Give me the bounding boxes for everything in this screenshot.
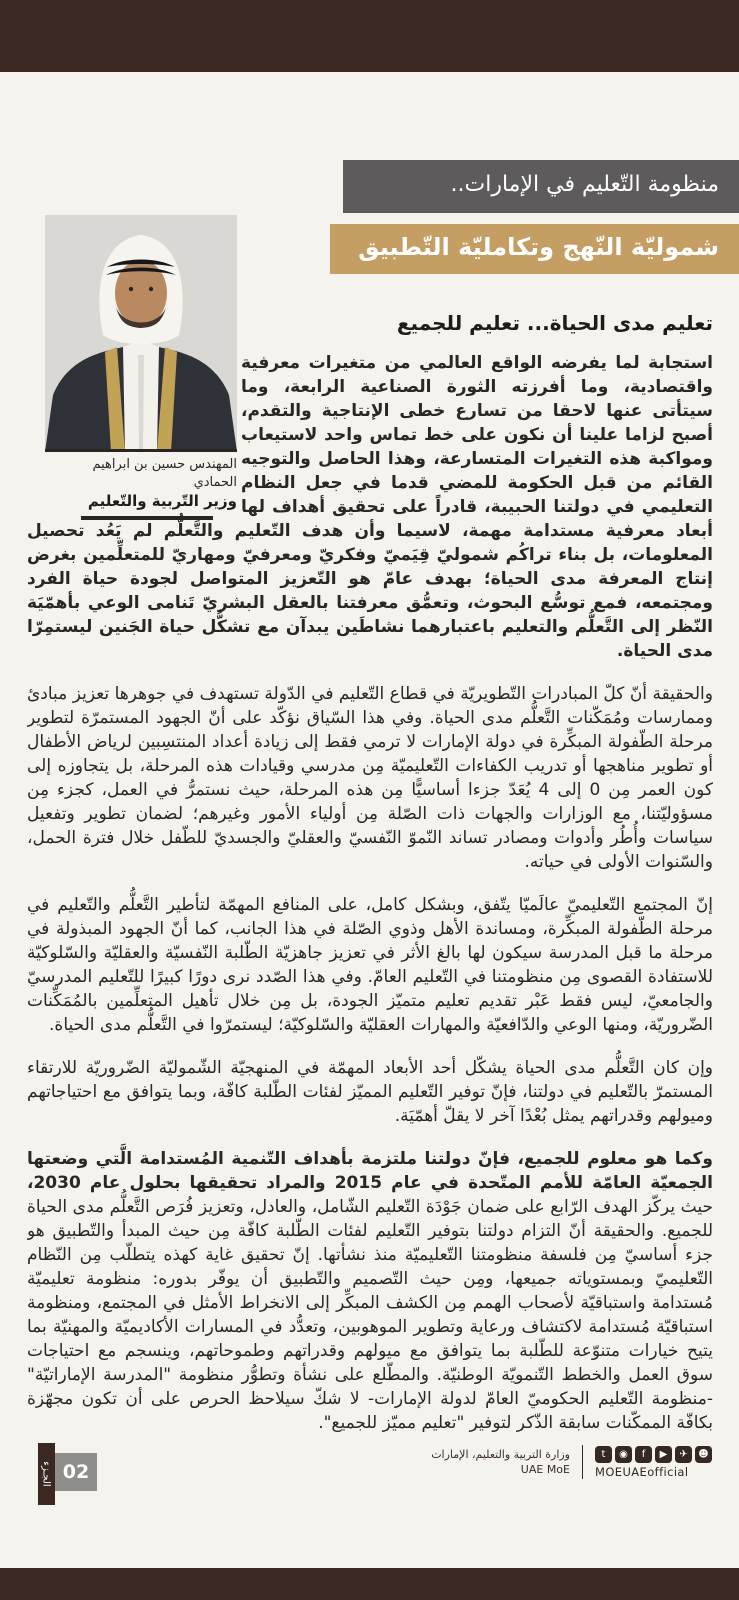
twitter-icon[interactable]: t [595,1446,612,1463]
ministry-name-english: UAE MoE [520,1463,570,1476]
instagram-icon[interactable]: ◉ [615,1446,632,1463]
snapchat-icon[interactable]: ☻ [695,1446,712,1463]
section-tab [38,1443,55,1505]
sdg-rest: حيث يركّز الهدف الرّابع على ضمان جَوْدَة التّعليم الشّامل، والعادل، وتعزيز فُرَص التَّعلُّم مدى الحياة للجميع. والحقيقة أنّ التزام دولتنا بتوفير التّعليم لفئات الطّلبة كافّة مِن حيث المبدأ والتّطبيق هو جزء أساسيّ مِن فلسفة منظومتنا التّعليميّة منذ نشأتها. إنّ تحقيق غاية كهذه يتطلّب مِن النّظام التّعليميّ وبمستوياته جميعها، ومِن حيث التّصميم والتّطبيق أن يوفّر بدوره: منظومة تعليميّة مُستدامة واستباقيّة لأصحاب الهمم مِن الكشف المبكِّر إلى الانخراط الأمثل في المجتمع، ومنظومة استباقيّة مُستدامة لاكتشاف ورعاية وتطوير الموهوبين، وتعدُّد في المسارات الأكاديميّة والمهنيّة بما يتيح خيارات متنوّعة للطّلبة بما يتوافق مع ميولهم وقدراتهم وطموحاتهم، وينسجم مع احتياجات سوق العمل والخطط التّنمويّة الوطنيّة. والمطّلع على نشأة وتطوُّر منظومة "المدرسة الإماراتيّة" -منظومة التّعليم الحكوميّ العامّ لدولة الإمارات- لا شكّ سيلاحظ الحرص على أن تكون مجهّزة بكافّة الممكّنات سابقة الذّكر لتوفير "تعليم مميّز للجميع". [27,1197,713,1433]
photo-text-wrap-spacer [27,305,241,507]
minister-name: المهندس حسين بن ابراهيم الحمادي [92,457,237,490]
page-number: 02 [55,1453,97,1491]
article-kicker-bar [343,160,739,213]
paragraph-intro: استجابة لما يفرضه الواقع العالمي من متغيرات معرفية واقتصادية، وما أفرزته الثورة الصناعية الرابعة، وما سيتأتى عنها لاحقا من تسارع خطى الإنتاجية والتقدم، أصبح لزاما علينا أن نكون على خط تماس واحد لاستيعاب ومواكبة هذه التغيرات المتسارعة، وهذا الحاصل والتوجيه القائم من قبل الحكومة للمضي قدما في جعل النظام التعليمي في دولتنا الحبيبة، قادراً على تحقيق أهداف لها أبعاد معرفية مستدامة مهمة، لاسيما وأن هدف التّعليم والتَّعلُّم لم يَعُد تحصيل المعلومات، بل بناء تراكُم شموليّ قِيَميّ وفكريّ ومعرفيّ ومهاريّ للمتعلِّمين بغرض إنتاج المعرفة مدى الحياة؛ بهدف عامّ هو التّعزيز المتواصل لجودة حياة الفرد ومجتمعه، فمع توسُّع البحوث، وتعمُّق معرفتنا بالعقل البشريّ تَنامى الوعي بأهمّيَة النّظر إلى التَّعلُّم والتعليم باعتبارهما نشاطَين يبدآن مع تشكُّل حياة الجَنين ليستمِرّا مدى الحياة. [27,353,713,661]
social-icons-row [595,1446,712,1463]
paragraph-lifelong-learning: وإن كان التَّعلُّم مدى الحياة يشكّل أحد الأبعاد المهمّة في المنهجيّة الشّموليّة الضّروريّة للارتقاء المستمرّ بالتّعليم في دولتنا، فإنّ توفير التّعليم المميّز لفئات الطّلبة كافّة، وبما يتوافق مع احتياجاتهم وميولهم وقدراتهم يمثل بُعْدًا آخر لا يقلّ أهمّيَة. [27,1058,713,1126]
sdg-bold-lead: وكما هو معلوم للجميع، فإنّ دولتنا ملتزمة بأهداف التّنمية المُستدامة الَّتي وضعتها الجمعيّة العامّة للأمم المتّحدة في عام 2015 والمراد تحقيقها بحلول عام 2030، [27,1149,713,1193]
telegram-icon[interactable]: ✈ [675,1446,692,1463]
article-title-bar [330,224,739,274]
article-body [27,305,713,1433]
paragraph-initiatives: والحقيقة أنّ كلّ المبادرات التّطويريّة في قطاع التّعليم في الدّولة تستهدف في جوهرها تعزيز مبادئ وممارسات ومُمَكّنات التَّعلُّم مدى الحياة. وفي هذا السّياق نؤكّد على أنّ الجهود المستمرّة لتطوير مرحلة الطّفولة المبكِّرة في دولة الإمارات لا ترمي فقط إلى زيادة أعداد المنتسِبين لرياض الأطفال أو تطوير مناهجها أو تدريب الكفاءات التّعليميّة مِن مدرسي وقيادات هذه المرحلة، بل يتجاوزه إلى كون العمر مِن 0 إلى 4 يُعَدّ جزءا أساسيًّا مِن هذه المرحلة، حيث نستمرُّ في العمل، كجزء مِن مسؤوليّتنا، مع الوزارات والجهات ذات الصّلة مِن أولياء الأمور وغيرهم؛ لضمان تطوير وتفعيل سياسات وأُطُر وأدوات ومصادر تساند النّموّ النّفسيّ والعقليّ والجسديّ للطّفل خلال فترة الحمل، والسّنوات الأولى في حياته. [27,684,713,872]
footer-contact [431,1445,712,1479]
footer-page-marker [38,1443,97,1505]
ministry-name-arabic: وزارة التربية والتعليم، الإمارات [431,1448,570,1461]
ministry-identity [431,1447,570,1477]
bottom-band [0,1568,739,1600]
social-block [595,1446,712,1479]
article-kicker: منظومة التّعليم في الإمارات.. [450,172,719,197]
article-heading: تعليم مدى الحياة... تعليم للجميع [396,311,713,335]
social-handle[interactable]: MOEUAEofficial [595,1464,689,1479]
top-band [0,0,739,72]
article-title: شموليّة النّهج وتكامليّة التّطبيق [358,233,719,261]
facebook-icon[interactable]: f [635,1446,652,1463]
footer-divider [582,1445,583,1479]
paragraph-sdg-closing [27,1147,713,1433]
minister-role: وزير التّربية والتّعليم [87,492,237,510]
youtube-icon[interactable]: ▶ [655,1446,672,1463]
section-tab-label: الجـزء [40,1461,52,1487]
paragraph-early-childhood: إنّ المجتمع التّعليميّ عالَميّا يتّفق، وبشكل كامل، على المنافع المهمّة لتأطير التَّعلُّم والتّعليم في مرحلة الطّفولة المبكِّرة، ومساندة الأهل وذوي الصّلة في هذا الجانب، كما أنّ الجهود المبذولة في مرحلة ما قبل المدرسة سيكون لها بالغ الأثر في تعزيز جاهزيّة الطّلبة النّفسيّة والعقليّة والسّلوكيّة للاستفادة القصوى مِن منظومتنا في التّعليم العامّ. وفي هذا الصّدد نرى دورًا كبيرًا للتّعليم المدرسيّ والجامعيّ، ليس فقط عَبْر تقديم تعليم متميّز الجودة، بل مِن خلال تأهيل المتعلِّمين بالمُمَكِّنات الضّروريّة، ومنها الوعي والدّافعيّة والمهارات العقليّة والسّلوكيّة؛ ليستمرّوا في التَّعلُّم مدى الحياة. [27,895,713,1035]
